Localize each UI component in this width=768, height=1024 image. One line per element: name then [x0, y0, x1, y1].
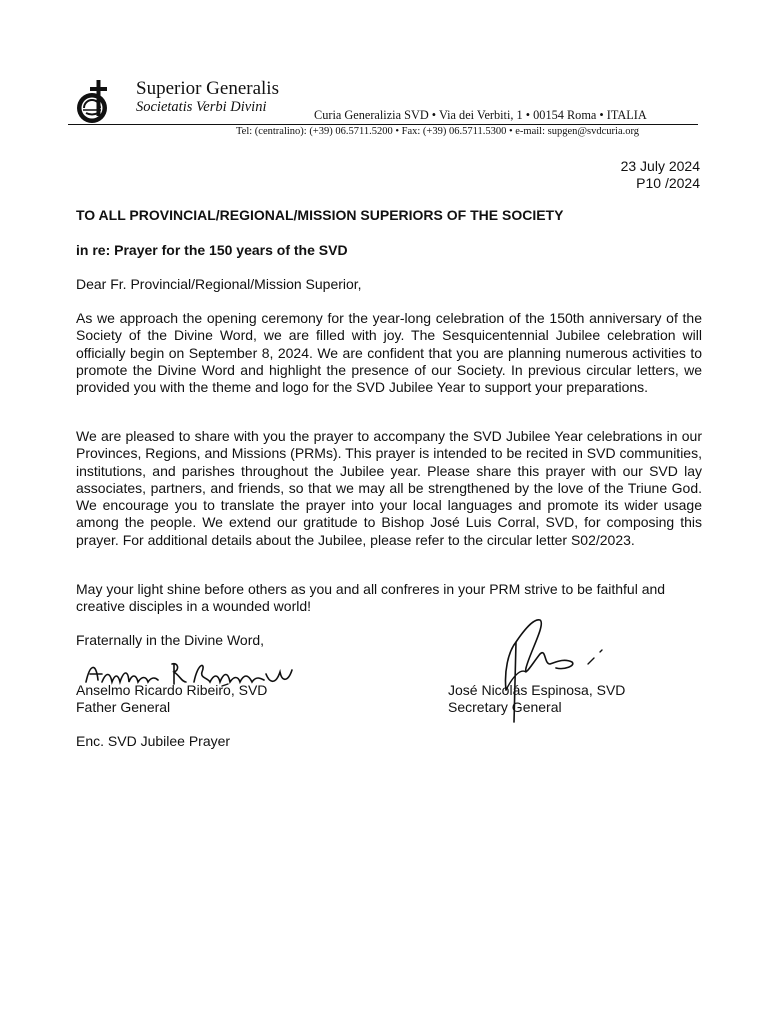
organization-latin-name: Societatis Verbi Divini [136, 99, 267, 115]
enclosure-note: Enc. SVD Jubilee Prayer [76, 733, 231, 749]
letterhead-address: Curia Generalizia SVD • Via dei Verbiti, 1 • 00154 Roma • ITALIA [314, 108, 647, 122]
signatory-title: Father General [76, 699, 171, 715]
letterhead-contact: Tel: (centralino): (+39) 06.5711.5200 • Fax: (+39) 06.5711.5300 • e-mail: supgen@svdcuria.org [236, 126, 640, 137]
signatory-name: Anselmo Ricardo Ribeiro, SVD [76, 682, 268, 698]
subject-line: in re: Prayer for the 150 years of the SVD [76, 242, 348, 258]
closing-line: Fraternally in the Divine Word, [76, 632, 265, 648]
signatory-name: José Nicolás Espinosa, SVD [448, 682, 626, 698]
body-paragraph: As we approach the opening ceremony for the year-long celebration of the 150th anniversary of the Society of the Divine Word, we are filled with joy. The Sesquicentennial Jubilee celebration will officially begin on September 8, 2024. We are confident that you are planning numerous activities to promote the Divine Word and highlight the presence of our Society. In previous circular letters, we provided you with the theme and logo for the SVD Jubilee Year to support your preparations. [76, 310, 702, 396]
organization-name: Superior Generalis [136, 78, 279, 99]
signatory-title: Secretary General [448, 699, 562, 715]
body-paragraph: May your light shine before others as you and all confreres in your PRM strive to be faithful and creative disciples in a wounded world! [76, 581, 666, 615]
salutation: Dear Fr. Provincial/Regional/Mission Superior, [76, 276, 362, 292]
letter-date: 23 July 2024 [620, 158, 700, 174]
body-paragraph: We are pleased to share with you the prayer to accompany the SVD Jubilee Year celebrations in our Provinces, Regions, and Missions (PRMs). This prayer is intended to be recited in SVD communities, institutions, and parishes throughout the Jubilee year. Please share this prayer with our SVD lay associates, partners, and friends, so that we may all be strengthened by the love of the Triune God. We encourage you to translate the prayer into your local languages and promote its wider usage among the people. We extend our gratitude to Bishop José Luis Corral, SVD, for composing this prayer. For additional details about the Jubilee, please refer to the circular letter S02/2023. [76, 428, 702, 548]
letterhead-divider [68, 124, 698, 125]
svd-globe-cross-logo-icon [74, 78, 122, 126]
letter-reference: P10 /2024 [636, 175, 700, 191]
addressee-heading: TO ALL PROVINCIAL/REGIONAL/MISSION SUPERIORS OF THE SOCIETY [76, 207, 564, 223]
